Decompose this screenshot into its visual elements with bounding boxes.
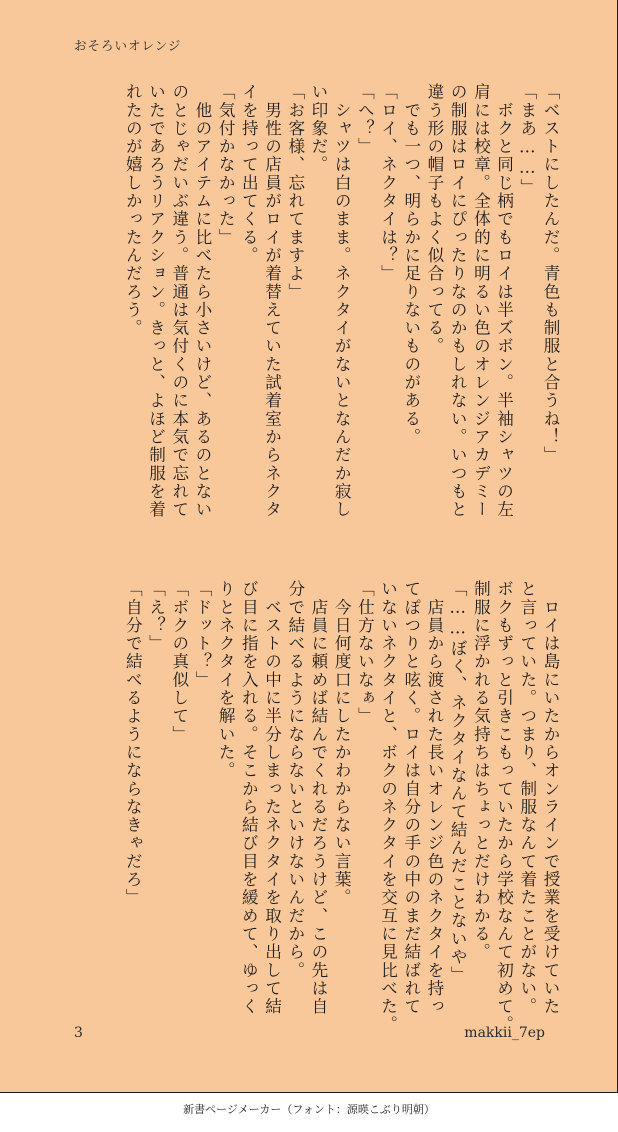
text-line: 「ボクの真似して」: [169, 580, 189, 744]
text-line: び目に指を入れる。そこから結び目を緩めて、ゆっく: [239, 580, 259, 1016]
text-line: 違う形の帽子もよく似合ってる。: [424, 83, 444, 356]
text-line: のとじゃだいぶ違う。普通は気付くのに本気で忘れて: [169, 83, 189, 519]
text-line: 「へ？」: [355, 83, 375, 156]
text-line: 肩には校章。全体的に明るい色のオレンジアカデミー: [471, 83, 491, 519]
text-line: シャツは白のまま。ネクタイがないとなんだか寂し: [332, 83, 352, 519]
text-line: の制服はロイにぴったりなのかもしれない。いつもと: [448, 83, 468, 519]
text-line: ボクもずっと引きこもっていたから学校なんて初めて。: [494, 580, 514, 1034]
text-line: 男性の店員がロイが着替えていた試着室からネクタ: [262, 83, 282, 519]
text-line: 分で結べるようにならないといけないんだから。: [285, 580, 305, 980]
text-line: 「お客様、忘れてますよ」: [285, 83, 305, 301]
text-line: 「仕方ないなぁ」: [355, 580, 375, 726]
text-line: 店員から渡された長いオレンジ色のネクタイを持っ: [424, 580, 444, 1016]
upper-text-block: [121, 83, 562, 535]
text-line: 「ロイ、ネクタイは？」: [378, 83, 398, 283]
text-line: ロイは島にいたからオンラインで授業を受けていた: [541, 580, 560, 1016]
text-line: 「え？」: [146, 580, 166, 653]
text-line: 「気付かなかった」: [216, 83, 236, 247]
text-line: 今日何度口にしたかわからない言葉。: [332, 580, 352, 907]
text-line: 制服に浮かれる気持ちはちょっとだけわかる。: [471, 580, 491, 962]
text-line: れたのが嬉しかったんだろう。: [123, 83, 143, 338]
text-line: 店員に頼めば結んでくれるだろうけど、この先は自: [308, 580, 328, 1016]
page-number: 3: [74, 1025, 83, 1041]
text-line: と言っていた。つまり、制服なんて着たことがない。: [517, 580, 537, 1016]
chapter-title: おそろいオレンジ: [74, 38, 182, 53]
text-line: い印象だ。: [308, 83, 328, 174]
text-line: イを持って出てくる。: [239, 83, 259, 265]
text-line: でも一つ、明らかに足りないものがある。: [401, 83, 421, 446]
text-line: てぽつりと呟く。ロイは自分の手の中のまだ結ばれて: [401, 580, 421, 1016]
text-line: ベストの中に半分しまったネクタイを取り出して結: [262, 580, 282, 1016]
text-line: いないネクタイと、ボクのネクタイを交互に見比べた。: [378, 580, 398, 1034]
text-line: 「まあ……」: [517, 83, 537, 197]
text-line: りとネクタイを解いた。: [216, 580, 236, 780]
text-line: 「ベストにしたんだ。青色も制服と合うね！」: [541, 83, 560, 465]
text-line: 他のアイテムに比べたら小さいけど、あるのとない: [192, 83, 212, 519]
generator-credit: 新書ページメーカー（フォント：源暎こぶり明朝）: [183, 1103, 435, 1116]
text-line: 「自分で結べるようにならなきゃだろ」: [123, 580, 143, 907]
text-line: ボクと同じ柄でもロイは半ズボン。半袖シャツの左: [494, 83, 514, 519]
author-signature: makkii_7ep: [464, 1025, 545, 1041]
text-line: 「ドット？」: [192, 580, 212, 689]
text-line: 「……ぼく、ネクタイなんて結んだことないや」: [448, 580, 468, 985]
text-line: いたであろうリアクション。きっと、よほど制服を着: [146, 83, 166, 519]
